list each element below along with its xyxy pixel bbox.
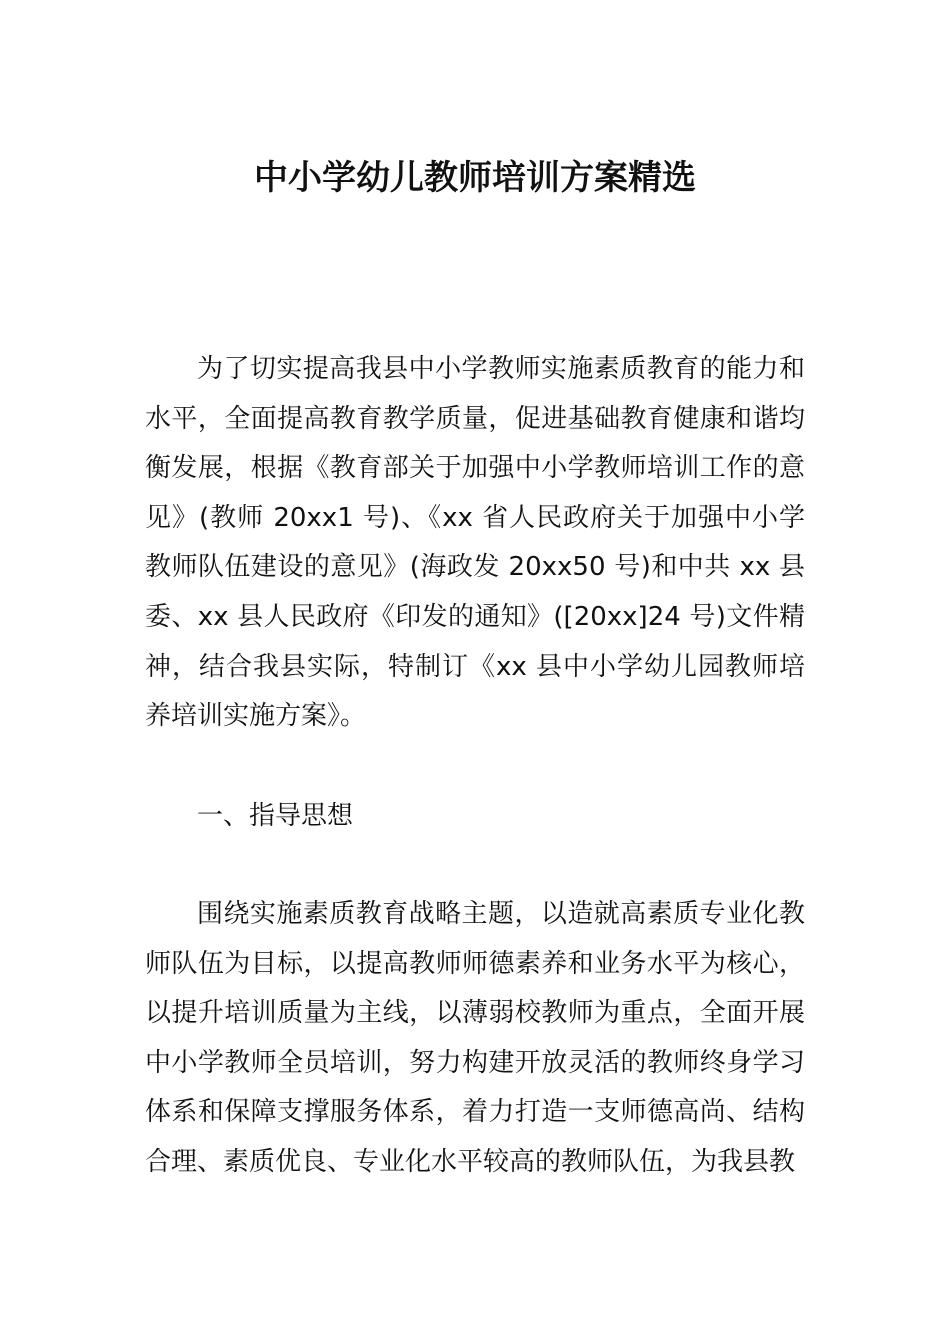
paragraph-guiding-ideology: 围绕实施素质教育战略主题，以造就高素质专业化教师队伍为目标，以提高教师师德素养和业务水平为核心，以提升培训质量为主线，以薄弱校教师为重点，全面开展中小学教师全员培训，努力构建开放灵活的教师终身学习体系和保障支撑服务体系，着力打造一支师德高尚、结构合理、素质优良、专业化水平较高的教师队伍，为我县教 xyxy=(145,899,805,1177)
paragraph-intro: 为了切实提高我县中小学教师实施素质教育的能力和水平，全面提高教育教学质量，促进基础教育健康和谐均衡发展，根据《教育部关于加强中小学教师培训工作的意见》(教师 20xx1 号)、《xx 省人民政府关于加强中小学教师队伍建设的意见》(海政发 20xx50 号)和中共 xx 县委、xx 县人民政府《印发的通知》([20xx]24 号)文件精神，结合我县实际，特制订《xx 县中小学幼儿园教师培养培训实施方案》。 xyxy=(145,354,805,732)
section-heading-guiding-ideology: 一、指导思想 xyxy=(197,801,354,831)
document-title: 中小学幼儿教师培训方案精选 xyxy=(254,158,696,198)
